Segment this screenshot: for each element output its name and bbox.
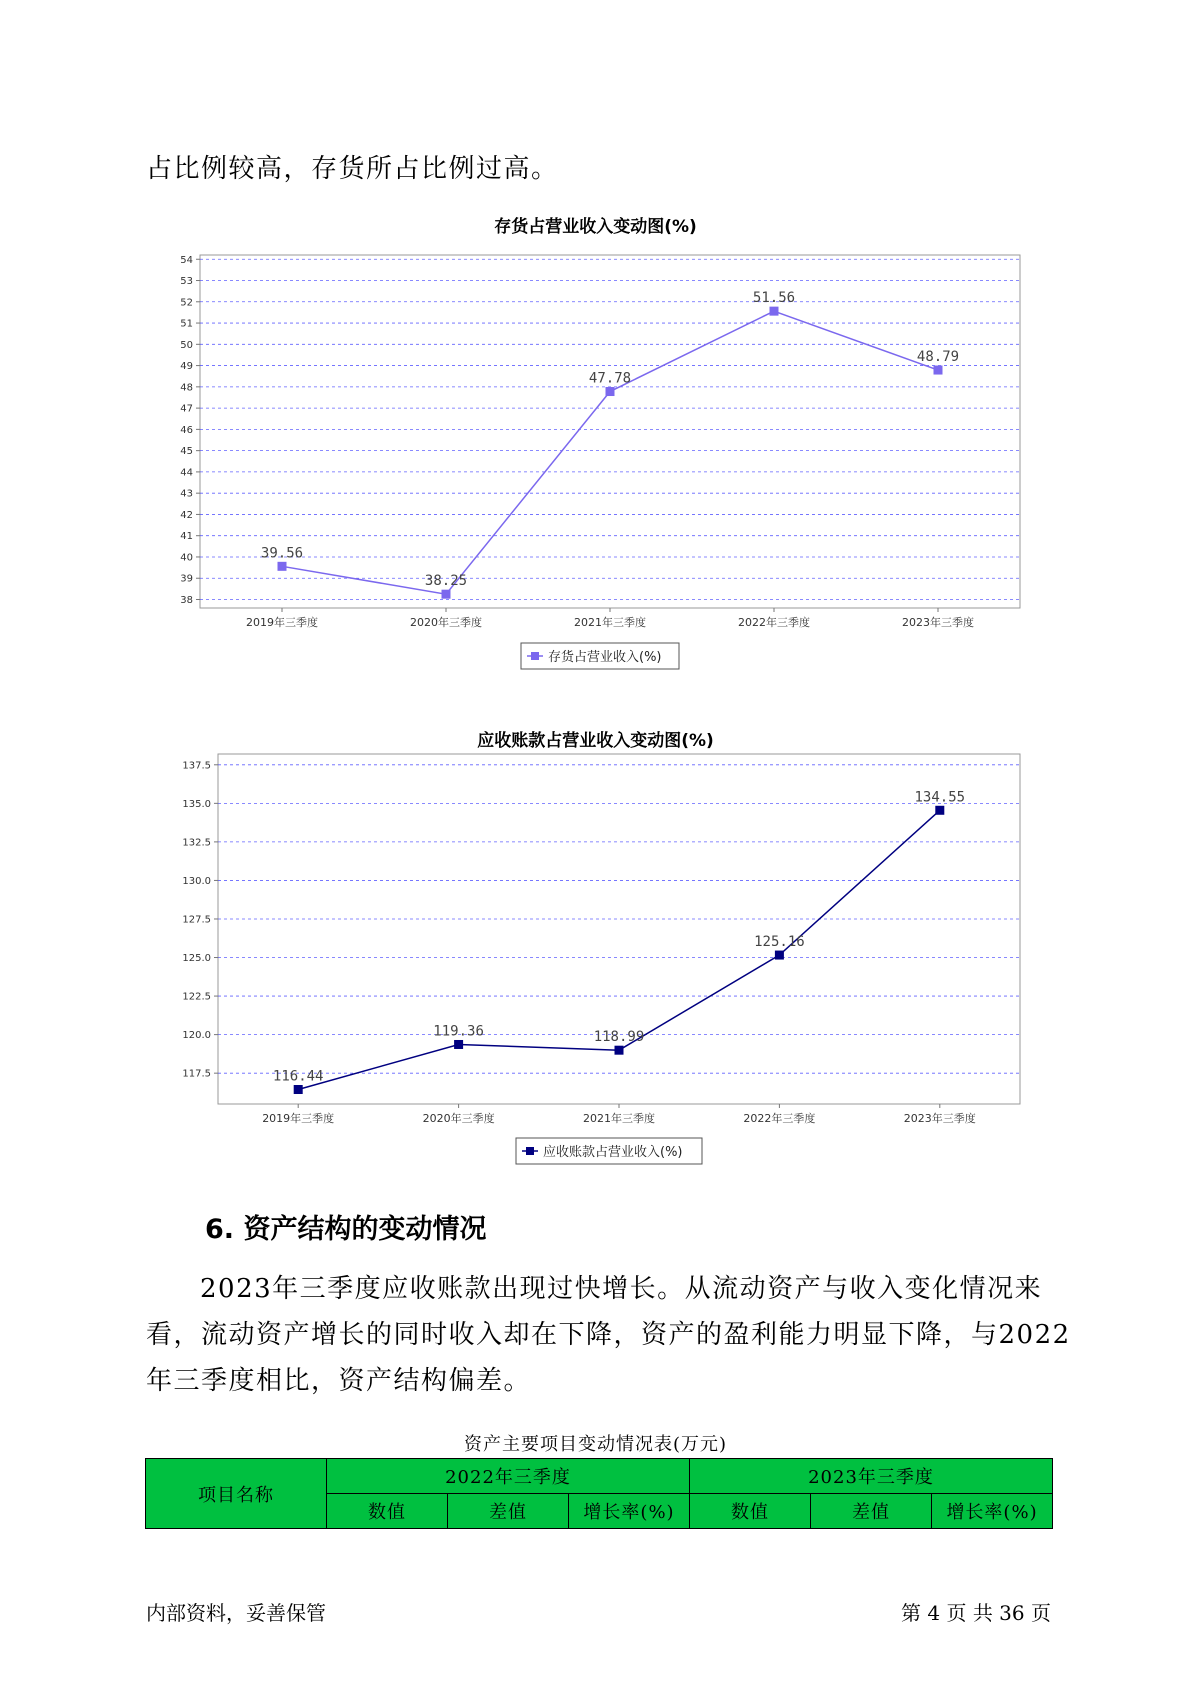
x-tick-label: 2019年三季度	[262, 1112, 335, 1125]
x-tick-label: 2022年三季度	[738, 616, 810, 629]
y-tick-label: 117.5	[182, 1068, 211, 1080]
data-label: 48.79	[916, 349, 960, 366]
x-tick-label: 2023年三季度	[902, 616, 974, 629]
table-header-item: 项目名称	[146, 1459, 327, 1529]
intro-paragraph: 占比例较高，存货所占比例过高。	[146, 154, 559, 184]
y-tick-label: 46	[180, 424, 193, 436]
y-tick-label: 38	[180, 594, 193, 606]
y-tick-label: 41	[180, 531, 193, 543]
data-point	[775, 951, 784, 960]
receivables-chart-title: 应收账款占营业收入变动图(%)	[477, 731, 714, 751]
y-tick-label: 44	[180, 467, 193, 479]
data-label: 134.55	[914, 789, 966, 806]
y-tick-label: 52	[180, 297, 193, 309]
data-label: 116.44	[272, 1068, 324, 1085]
footer-left: 内部资料，妥善保管	[146, 1601, 326, 1625]
x-tick-label: 2019年三季度	[246, 616, 318, 629]
inventory-chart-title: 存货占营业收入变动图(%)	[494, 217, 697, 237]
y-tick-label: 49	[180, 361, 193, 373]
y-tick-label: 137.5	[182, 760, 211, 772]
data-point	[454, 1040, 463, 1049]
data-label: 38.25	[424, 573, 468, 590]
data-point	[615, 1046, 624, 1055]
data-label: 118.99	[593, 1029, 645, 1046]
y-tick-label: 50	[180, 339, 193, 351]
x-tick-label: 2021年三季度	[583, 1112, 655, 1125]
y-tick-label: 47	[180, 403, 193, 415]
table-header-period-1: 2022年三季度	[327, 1459, 690, 1494]
y-tick-label: 122.5	[182, 991, 211, 1003]
y-tick-label: 130.0	[182, 875, 211, 887]
section-line-2: 看，流动资产增长的同时收入却在下降，资产的盈利能力明显下降，与2022	[146, 1320, 1071, 1350]
legend-marker	[526, 1147, 534, 1155]
table-header-period-2: 2023年三季度	[690, 1459, 1053, 1494]
y-tick-label: 135.0	[182, 798, 211, 810]
y-tick-label: 39	[180, 573, 193, 585]
x-tick-label: 2020年三季度	[422, 1112, 495, 1125]
legend-label: 存货占营业收入(%)	[548, 650, 662, 665]
data-label: 125.16	[754, 934, 805, 951]
y-tick-label: 40	[180, 552, 193, 564]
table-subheader: 增长率(%)	[569, 1494, 690, 1529]
y-tick-label: 51	[180, 318, 193, 330]
legend-label: 应收账款占营业收入(%)	[543, 1145, 683, 1160]
table-subheader: 数值	[690, 1494, 811, 1529]
data-point	[294, 1085, 303, 1094]
x-tick-label: 2021年三季度	[574, 616, 646, 629]
table-subheader: 差值	[811, 1494, 932, 1529]
x-tick-label: 2020年三季度	[410, 616, 482, 629]
y-tick-label: 120.0	[182, 1030, 211, 1042]
y-tick-label: 54	[180, 254, 193, 266]
data-label: 119.36	[433, 1023, 484, 1040]
y-tick-label: 42	[180, 509, 193, 521]
table-subheader: 差值	[448, 1494, 569, 1529]
section-line-1: 2023年三季度应收账款出现过快增长。从流动资产与收入变化情况来	[200, 1274, 1043, 1304]
data-point	[935, 806, 944, 815]
y-tick-label: 125.0	[182, 953, 211, 965]
asset-change-table	[145, 1458, 1053, 1529]
y-tick-label: 53	[180, 276, 193, 288]
table-subheader: 数值	[327, 1494, 448, 1529]
data-label: 47.78	[588, 370, 632, 387]
y-tick-label: 132.5	[182, 837, 211, 849]
section-heading: 6. 资产结构的变动情况	[205, 1214, 487, 1245]
footer-page-info: 第 4 页 共 36 页	[901, 1601, 1051, 1625]
data-label: 39.56	[260, 545, 304, 562]
y-tick-label: 43	[180, 488, 193, 500]
table-caption: 资产主要项目变动情况表(万元)	[463, 1434, 728, 1455]
section-line-3: 年三季度相比，资产结构偏差。	[146, 1366, 532, 1396]
y-tick-label: 127.5	[182, 914, 211, 926]
x-tick-label: 2022年三季度	[743, 1112, 816, 1125]
x-tick-label: 2023年三季度	[903, 1112, 976, 1125]
y-tick-label: 45	[180, 446, 193, 458]
data-label: 51.56	[752, 290, 796, 307]
y-tick-label: 48	[180, 382, 193, 394]
table-subheader: 增长率(%)	[932, 1494, 1053, 1529]
